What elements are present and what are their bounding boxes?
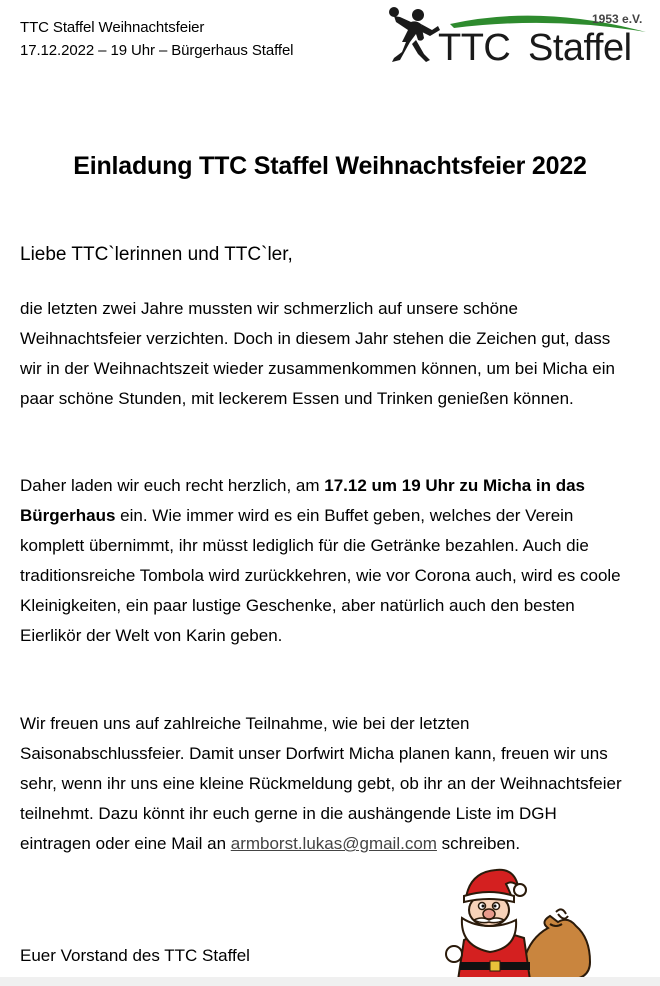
paragraph-intro: die letzten zwei Jahre mussten wir schmerzlich auf unsere schöne Weihnachtsfeier verzichten. Doch in diesem Jahr stehen die Zeichen gut, dass wir in der Weihnachtszeit wieder zusammenkommen können, um bei Micha ein paar schöne Stunden, mit leckerem Essen und Trinken genießen können.	[20, 299, 615, 408]
header-event-date: 17.12.2022 – 19 Uhr – Bürgerhaus Staffel	[20, 42, 294, 59]
document-title: Einladung TTC Staffel Weihnachtsfeier 2022	[73, 152, 587, 180]
header-event-name: TTC Staffel Weihnachtsfeier	[20, 19, 205, 36]
table-tennis-player-icon	[389, 7, 440, 62]
paragraph-rsvp	[20, 709, 632, 859]
email-link[interactable]: armborst.lukas@gmail.com	[230, 834, 437, 853]
page-bottom-edge	[0, 977, 660, 986]
logo-name-staffel: Staffel	[528, 27, 632, 68]
rsvp-text-pre: Wir freuen uns auf zahlreiche Teilnahme, wie bei der letzten Saisonabschlussfeier. Damit unser Dorfwirt Micha planen kann, freuen wir uns sehr, wenn ihr uns eine kleine Rückmeldung gebt, ob ihr an der Weihnachtsfeier teilnehmt. Dazu könnt ihr euch gerne in die aushängende Liste im DGH eintragen oder eine Mail an	[20, 714, 622, 853]
ttc-staffel-logo	[380, 2, 652, 68]
gift-sack-icon	[523, 909, 590, 980]
paragraph-invitation	[20, 471, 632, 651]
santa-claus-icon	[440, 866, 600, 982]
rsvp-text-post: schreiben.	[436, 834, 521, 853]
document-header	[20, 16, 293, 62]
closing-signature: Euer Vorstand des TTC Staffel	[20, 946, 250, 965]
invitation-text-pre: Daher laden wir euch recht herzlich, am	[20, 476, 325, 495]
logo-year: 1953 e.V.	[592, 12, 643, 26]
greeting: Liebe TTC`lerinnen und TTC`ler,	[20, 244, 293, 265]
logo-name-ttc: TTC	[438, 27, 511, 68]
invitation-date-place: 17.12 um 19 Uhr zu Micha in das Bürgerhaus	[20, 476, 586, 525]
invitation-text-post: ein. Wie immer wird es ein Buffet geben, welches der Verein komplett übernimmt, ihr müsst lediglich für die Getränke bezahlen. Auch die traditionsreiche Tombola wird zurückkehren, wie vor Corona auch, wird es coole Kleinigkeiten, ein paar lustige Geschenke, aber natürlich auch den besten Eierlikör der Welt von Karin geben.	[20, 506, 621, 645]
